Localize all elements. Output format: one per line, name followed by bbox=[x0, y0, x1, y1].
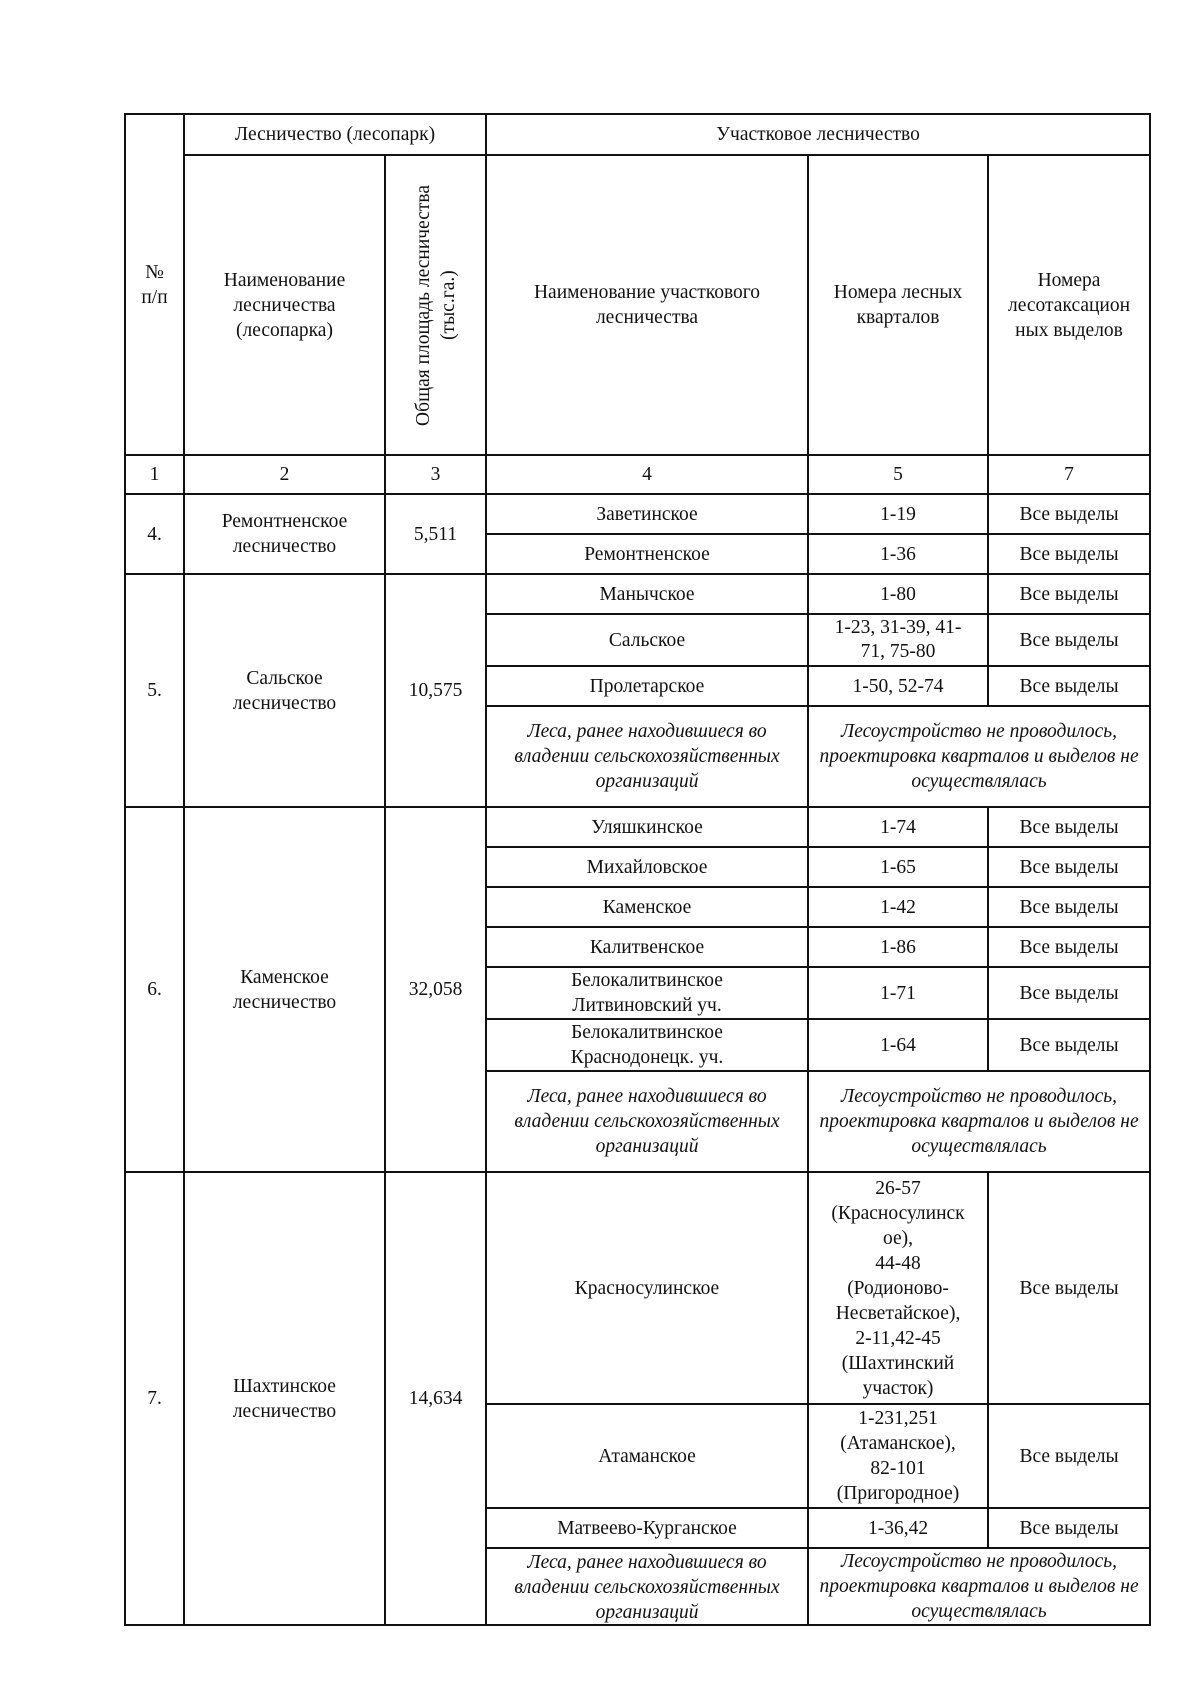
allotments-value: Все выделы bbox=[988, 614, 1150, 666]
header-district-group: Участковое лесничество bbox=[486, 114, 1150, 155]
quarters-value: 1-65 bbox=[808, 847, 988, 887]
quarters-value: 1-50, 52-74 bbox=[808, 666, 988, 706]
allotments-value: Все выделы bbox=[988, 847, 1150, 887]
quarters-value: 1-74 bbox=[808, 807, 988, 847]
quarters-value: 1-71 bbox=[808, 967, 988, 1019]
header-allotments: Номера лесотаксацион ных выделов bbox=[988, 155, 1150, 455]
district-name: Михайловское bbox=[486, 847, 808, 887]
district-name: Красносулинское bbox=[486, 1172, 808, 1404]
group-num: 7. bbox=[125, 1172, 184, 1625]
note-left: Леса, ранее находившиеся во владении сельскохозяйственных организаций bbox=[486, 1071, 808, 1172]
allotments-value: Все выделы bbox=[988, 927, 1150, 967]
quarters-value: 1-23, 31-39, 41- 71, 75-80 bbox=[808, 614, 988, 666]
district-name: Сальское bbox=[486, 614, 808, 666]
quarters-value: 1-19 bbox=[808, 494, 988, 534]
allotments-value: Все выделы bbox=[988, 666, 1150, 706]
note-left-text: Леса, ранее находившиеся во владении сельскохозяйственных организаций bbox=[514, 1551, 780, 1623]
table-row bbox=[125, 574, 1150, 614]
table-row bbox=[125, 807, 1150, 847]
col-number: 3 bbox=[385, 455, 486, 494]
quarters-value: 1-36 bbox=[808, 534, 988, 574]
header-quarters: Номера лесных кварталов bbox=[808, 155, 988, 455]
forestry-area: 10,575 bbox=[385, 574, 486, 807]
district-name: Заветинское bbox=[486, 494, 808, 534]
district-name: Каменское bbox=[486, 887, 808, 927]
col-number: 4 bbox=[486, 455, 808, 494]
note-left bbox=[486, 1548, 808, 1625]
quarters-value: 1-231,251 (Атаманское), 82-101 (Пригородное) bbox=[808, 1404, 988, 1508]
district-name: Пролетарское bbox=[486, 666, 808, 706]
district-name: Ремонтненское bbox=[486, 534, 808, 574]
allotments-value: Все выделы bbox=[988, 807, 1150, 847]
allotments-value: Все выделы bbox=[988, 1172, 1150, 1404]
allotments-value: Все выделы bbox=[988, 574, 1150, 614]
quarters-value: 1-80 bbox=[808, 574, 988, 614]
allotments-value: Все выделы bbox=[988, 967, 1150, 1019]
allotments-value: Все выделы bbox=[988, 1019, 1150, 1071]
group-num: 5. bbox=[125, 574, 184, 807]
table-row bbox=[125, 1172, 1150, 1404]
quarters-value: 1-64 bbox=[808, 1019, 988, 1071]
note-right: Лесоустройство не проводилось, проектировка кварталов и выделов не осуществлялась bbox=[808, 1071, 1150, 1172]
quarters-value: 1-36,42 bbox=[808, 1508, 988, 1548]
quarters-value: 1-42 bbox=[808, 887, 988, 927]
forestry-table bbox=[124, 113, 1151, 1626]
district-name: Манычское bbox=[486, 574, 808, 614]
note-left: Леса, ранее находившиеся во владении сельскохозяйственных организаций bbox=[486, 706, 808, 807]
col-number: 7 bbox=[988, 455, 1150, 494]
note-right: Лесоустройство не проводилось, проектировка кварталов и выделов не осуществлялась bbox=[808, 1548, 1150, 1625]
allotments-value: Все выделы bbox=[988, 534, 1150, 574]
quarters-value: 26-57 (Красносулинск ое), 44-48 (Родионово- Несветайское), 2-11,42-45 (Шахтинский участок) bbox=[808, 1172, 988, 1404]
district-name: Калитвенское bbox=[486, 927, 808, 967]
allotments-value: Все выделы bbox=[988, 1404, 1150, 1508]
forestry-name: Шахтинское лесничество bbox=[184, 1172, 385, 1625]
forestry-name: Ремонтненское лесничество bbox=[184, 494, 385, 574]
forestry-area: 32,058 bbox=[385, 807, 486, 1172]
allotments-value: Все выделы bbox=[988, 887, 1150, 927]
allotments-value: Все выделы bbox=[988, 494, 1150, 534]
district-name: Атаманское bbox=[486, 1404, 808, 1508]
forestry-area: 5,511 bbox=[385, 494, 486, 574]
group-num: 4. bbox=[125, 494, 184, 574]
district-name: Белокалитвинское Краснодонецк. уч. bbox=[486, 1019, 808, 1071]
district-name: Матвеево-Курганское bbox=[486, 1508, 808, 1548]
group-num: 6. bbox=[125, 807, 184, 1172]
forestry-name: Сальское лесничество bbox=[184, 574, 385, 807]
forestry-name: Каменское лесничество bbox=[184, 807, 385, 1172]
header-district-name: Наименование участкового лесничества bbox=[486, 155, 808, 455]
col-number: 5 bbox=[808, 455, 988, 494]
forestry-area: 14,634 bbox=[385, 1172, 486, 1625]
district-name: Уляшкинское bbox=[486, 807, 808, 847]
header-forestry-name: Наименование лесничества (лесопарка) bbox=[184, 155, 385, 455]
col-number: 1 bbox=[125, 455, 184, 494]
table-row bbox=[125, 494, 1150, 534]
col-number: 2 bbox=[184, 455, 385, 494]
header-forestry-group: Лесничество (лесопарк) bbox=[184, 114, 486, 155]
note-right: Лесоустройство не проводилось, проектировка кварталов и выделов не осуществлялась bbox=[808, 706, 1150, 807]
allotments-value: Все выделы bbox=[988, 1508, 1150, 1548]
district-name: Белокалитвинское Литвиновский уч. bbox=[486, 967, 808, 1019]
quarters-value: 1-86 bbox=[808, 927, 988, 967]
header-num: № п/п bbox=[125, 114, 184, 455]
header-area: Общая площадь лесничества (тыс.га.) bbox=[412, 184, 459, 426]
header-area-cell bbox=[385, 155, 486, 455]
